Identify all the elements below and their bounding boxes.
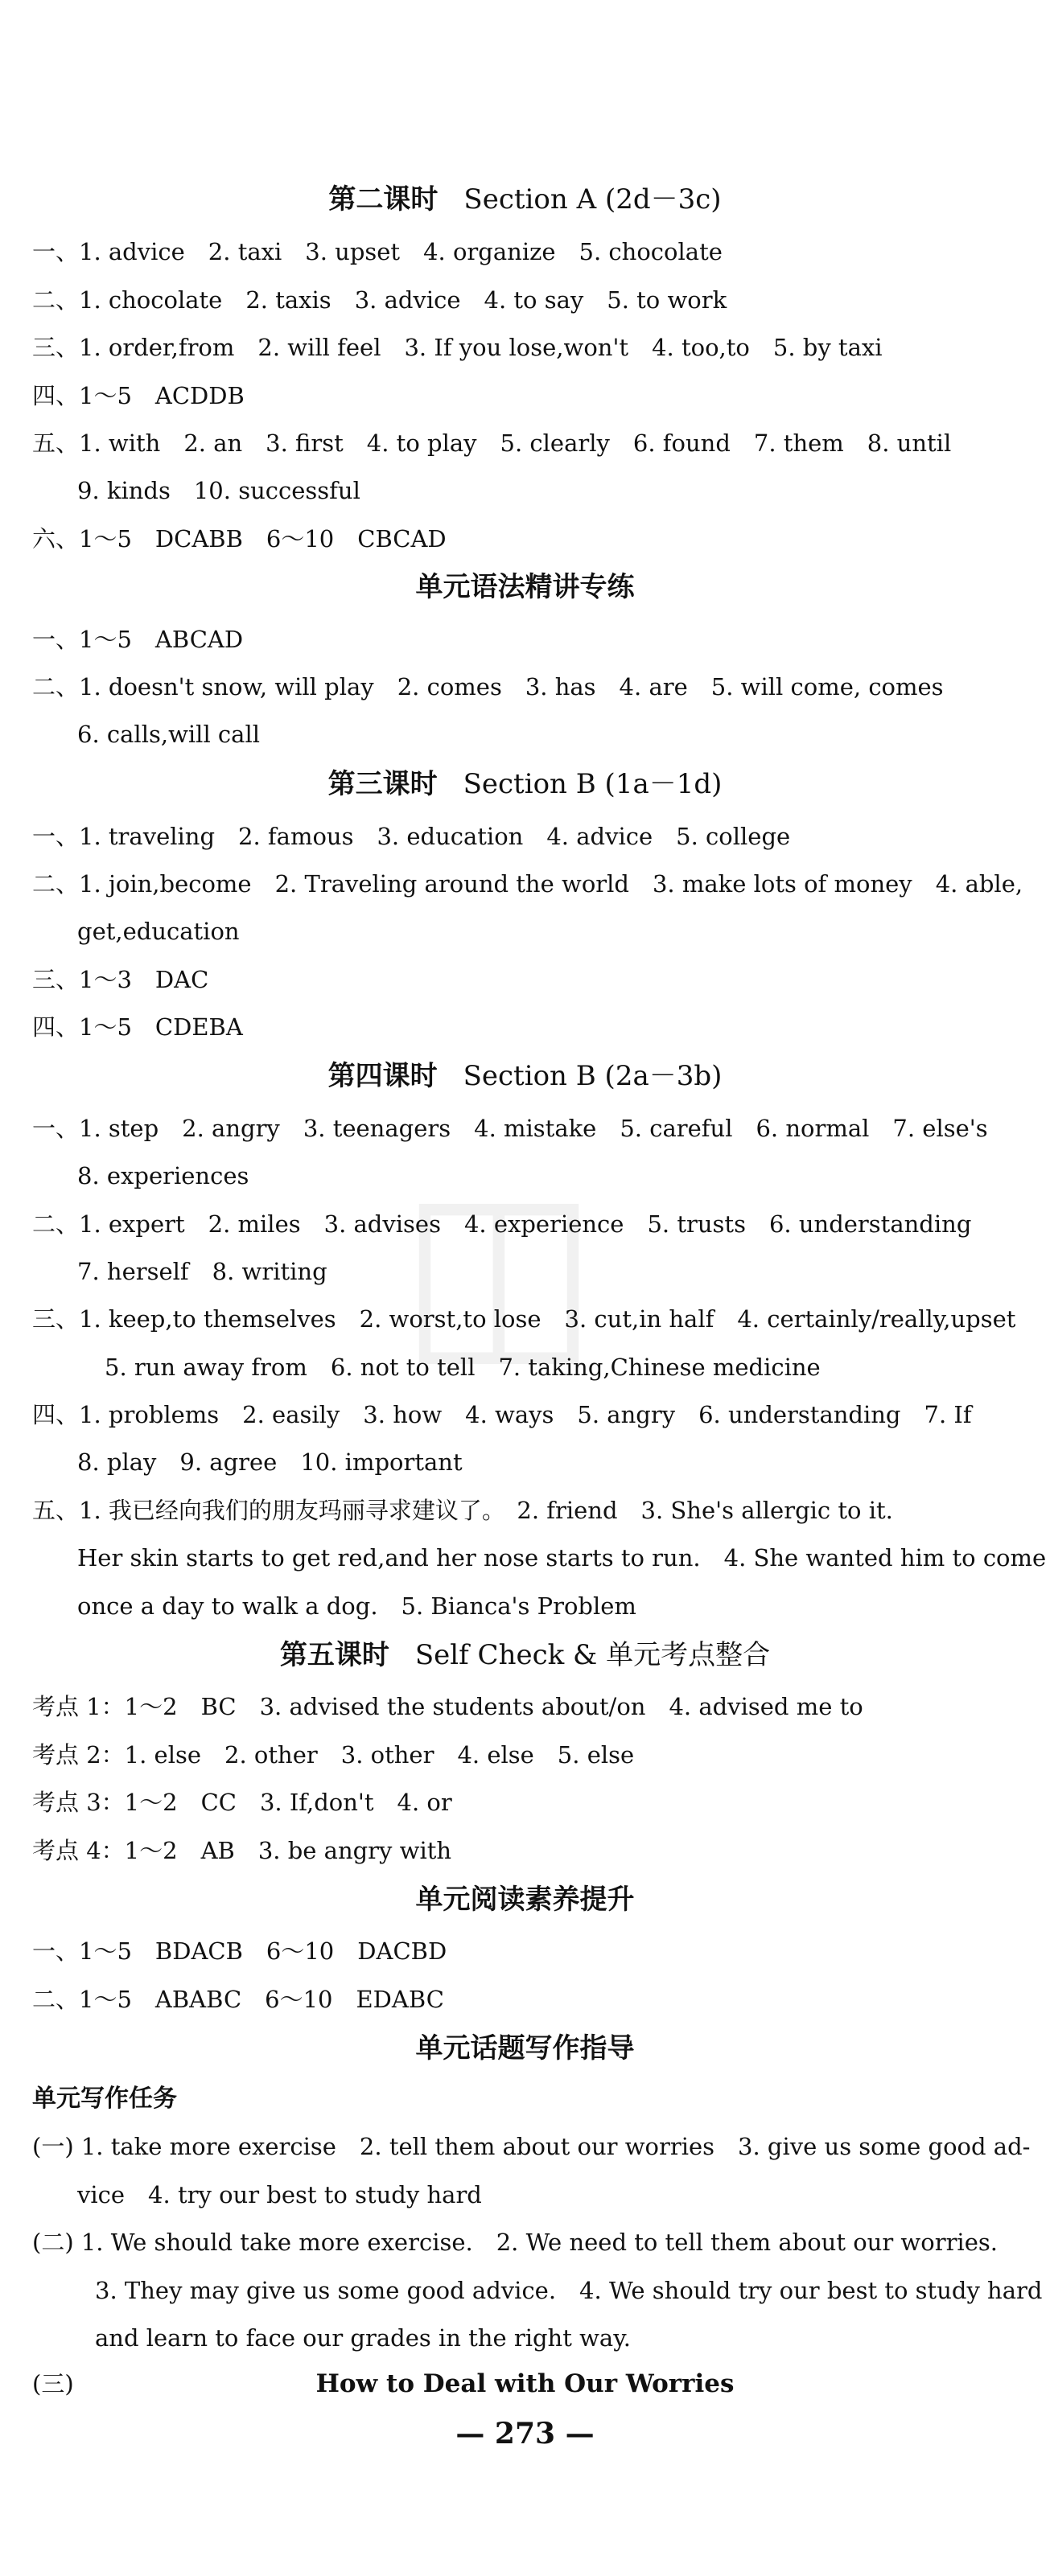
- answer-line: 一、1. traveling 2. famous 3. education 4. advice 5. college: [32, 823, 791, 850]
- lesson5-heading: [0, 1637, 1050, 1673]
- answer-line: 五、1. with 2. an 3. first 4. to play 5. clearly 6. found 7. them 8. until: [32, 429, 952, 457]
- answer-line: 一、1～5 BDACB 6～10 DACBD: [32, 1937, 447, 1965]
- answer-line: 一、1. step 2. angry 3. teenagers 4. mistake 5. careful 6. normal 7. else's: [32, 1115, 988, 1142]
- answer-line: 四、1. problems 2. easily 3. how 4. ways 5. angry 6. understanding 7. If: [32, 1401, 972, 1428]
- lesson3-heading-cn: 第三课时: [327, 768, 438, 800]
- lesson2-heading-en: Section A (2d－3c): [463, 183, 722, 216]
- answer-line: 四、1～5 ACDDB: [32, 382, 245, 409]
- answer-line: 六、1～5 DCABB 6～10 CBCAD: [32, 525, 447, 553]
- answer-line: vice 4. try our best to study hard: [77, 2181, 482, 2208]
- answer-line: 3. They may give us some good advice. 4. We should try our best to study hard: [95, 2277, 1043, 2304]
- answer-line: 8. experiences: [77, 1162, 249, 1189]
- writing-heading: 单元话题写作指导: [415, 2032, 635, 2064]
- answer-line: 5. run away from 6. not to tell 7. taking,Chinese medicine: [105, 1354, 821, 1381]
- lesson4-heading-cn: 第四课时: [327, 1060, 438, 1092]
- answer-line: 6. calls,will call: [77, 721, 261, 748]
- lesson4-heading: [0, 1058, 1050, 1094]
- essay-title: How to Deal with Our Worries: [315, 2369, 735, 2398]
- answer-line: (一) 1. take more exercise 2. tell them about our worries 3. give us some good ad-: [32, 2133, 1031, 2160]
- answer-line: get,education: [77, 918, 240, 945]
- answer-line: 二、1. join,become 2. Traveling around the world 3. make lots of money 4. able,: [32, 870, 1023, 898]
- lesson3-heading: [0, 766, 1050, 802]
- lesson4-heading-en: Section B (2a－3b): [463, 1060, 723, 1092]
- lesson2-heading: [0, 182, 1050, 217]
- answer-line: once a day to walk a dog. 5. Bianca's Problem: [77, 1592, 636, 1620]
- page-number: — 273 —: [455, 2417, 595, 2451]
- answer-line: 二、1. chocolate 2. taxis 3. advice 4. to say 5. to work: [32, 286, 727, 314]
- lesson3-heading-en: Section B (1a－1d): [463, 768, 723, 800]
- essay-label: (三): [32, 2370, 74, 2397]
- answer-line: 考点 3：1～2 CC 3. If,don't 4. or: [32, 1789, 452, 1816]
- answer-line: 一、1. advice 2. taxi 3. upset 4. organize 5. chocolate: [32, 238, 723, 265]
- answer-line: Her skin starts to get red,and her nose starts to run. 4. She wanted him to come: [77, 1544, 1047, 1571]
- answer-line: 一、1～5 ABCAD: [32, 626, 244, 653]
- answer-line: 二、1. doesn't snow, will play 2. comes 3. has 4. are 5. will come, comes: [32, 673, 944, 700]
- answer-line: 三、1. order,from 2. will feel 3. If you lose,won't 4. too,to 5. by taxi: [32, 334, 883, 361]
- reading-heading: 单元阅读素养提升: [415, 1884, 635, 1916]
- answer-line: 二、1. expert 2. miles 3. advises 4. experience 5. trusts 6. understanding: [32, 1210, 972, 1238]
- lesson5-heading-en: Self Check & 单元考点整合: [414, 1639, 771, 1671]
- publisher-watermark-icon: ◫: [400, 1145, 598, 1388]
- answer-line: 7. herself 8. writing: [77, 1258, 327, 1285]
- essay-title-row: [32, 2368, 1018, 2405]
- answer-line: 考点 1：1～2 BC 3. advised the students about/on 4. advised me to: [32, 1693, 863, 1720]
- answer-line: 9. kinds 10. successful: [77, 477, 360, 504]
- answer-line: 三、1. keep,to themselves 2. worst,to lose 3. cut,in half 4. certainly/really,upset: [32, 1305, 1016, 1333]
- answer-line: (二) 1. We should take more exercise. 2. We need to tell them about our worries.: [32, 2229, 998, 2256]
- answer-line: 三、1～3 DAC: [32, 966, 209, 993]
- grammar-heading: 单元语法精讲专练: [415, 571, 635, 603]
- answer-line: 二、1～5 ABABC 6～10 EDABC: [32, 1986, 444, 2013]
- lesson5-heading-cn: 第五课时: [279, 1639, 389, 1671]
- answer-line: 五、1. 我已经向我们的朋友玛丽寻求建议了。 2. friend 3. She's allergic to it.: [32, 1497, 893, 1524]
- answer-line: 8. play 9. agree 10. important: [77, 1448, 463, 1476]
- answer-line: 考点 4：1～2 AB 3. be angry with: [32, 1837, 452, 1864]
- answer-line: 四、1～5 CDEBA: [32, 1013, 243, 1041]
- answer-line: 考点 2：1. else 2. other 3. other 4. else 5. else: [32, 1741, 635, 1769]
- answer-line: and learn to face our grades in the right way.: [95, 2324, 631, 2352]
- lesson2-heading-cn: 第二课时: [328, 183, 439, 216]
- writing-task-subheading: 单元写作任务: [32, 2085, 177, 2113]
